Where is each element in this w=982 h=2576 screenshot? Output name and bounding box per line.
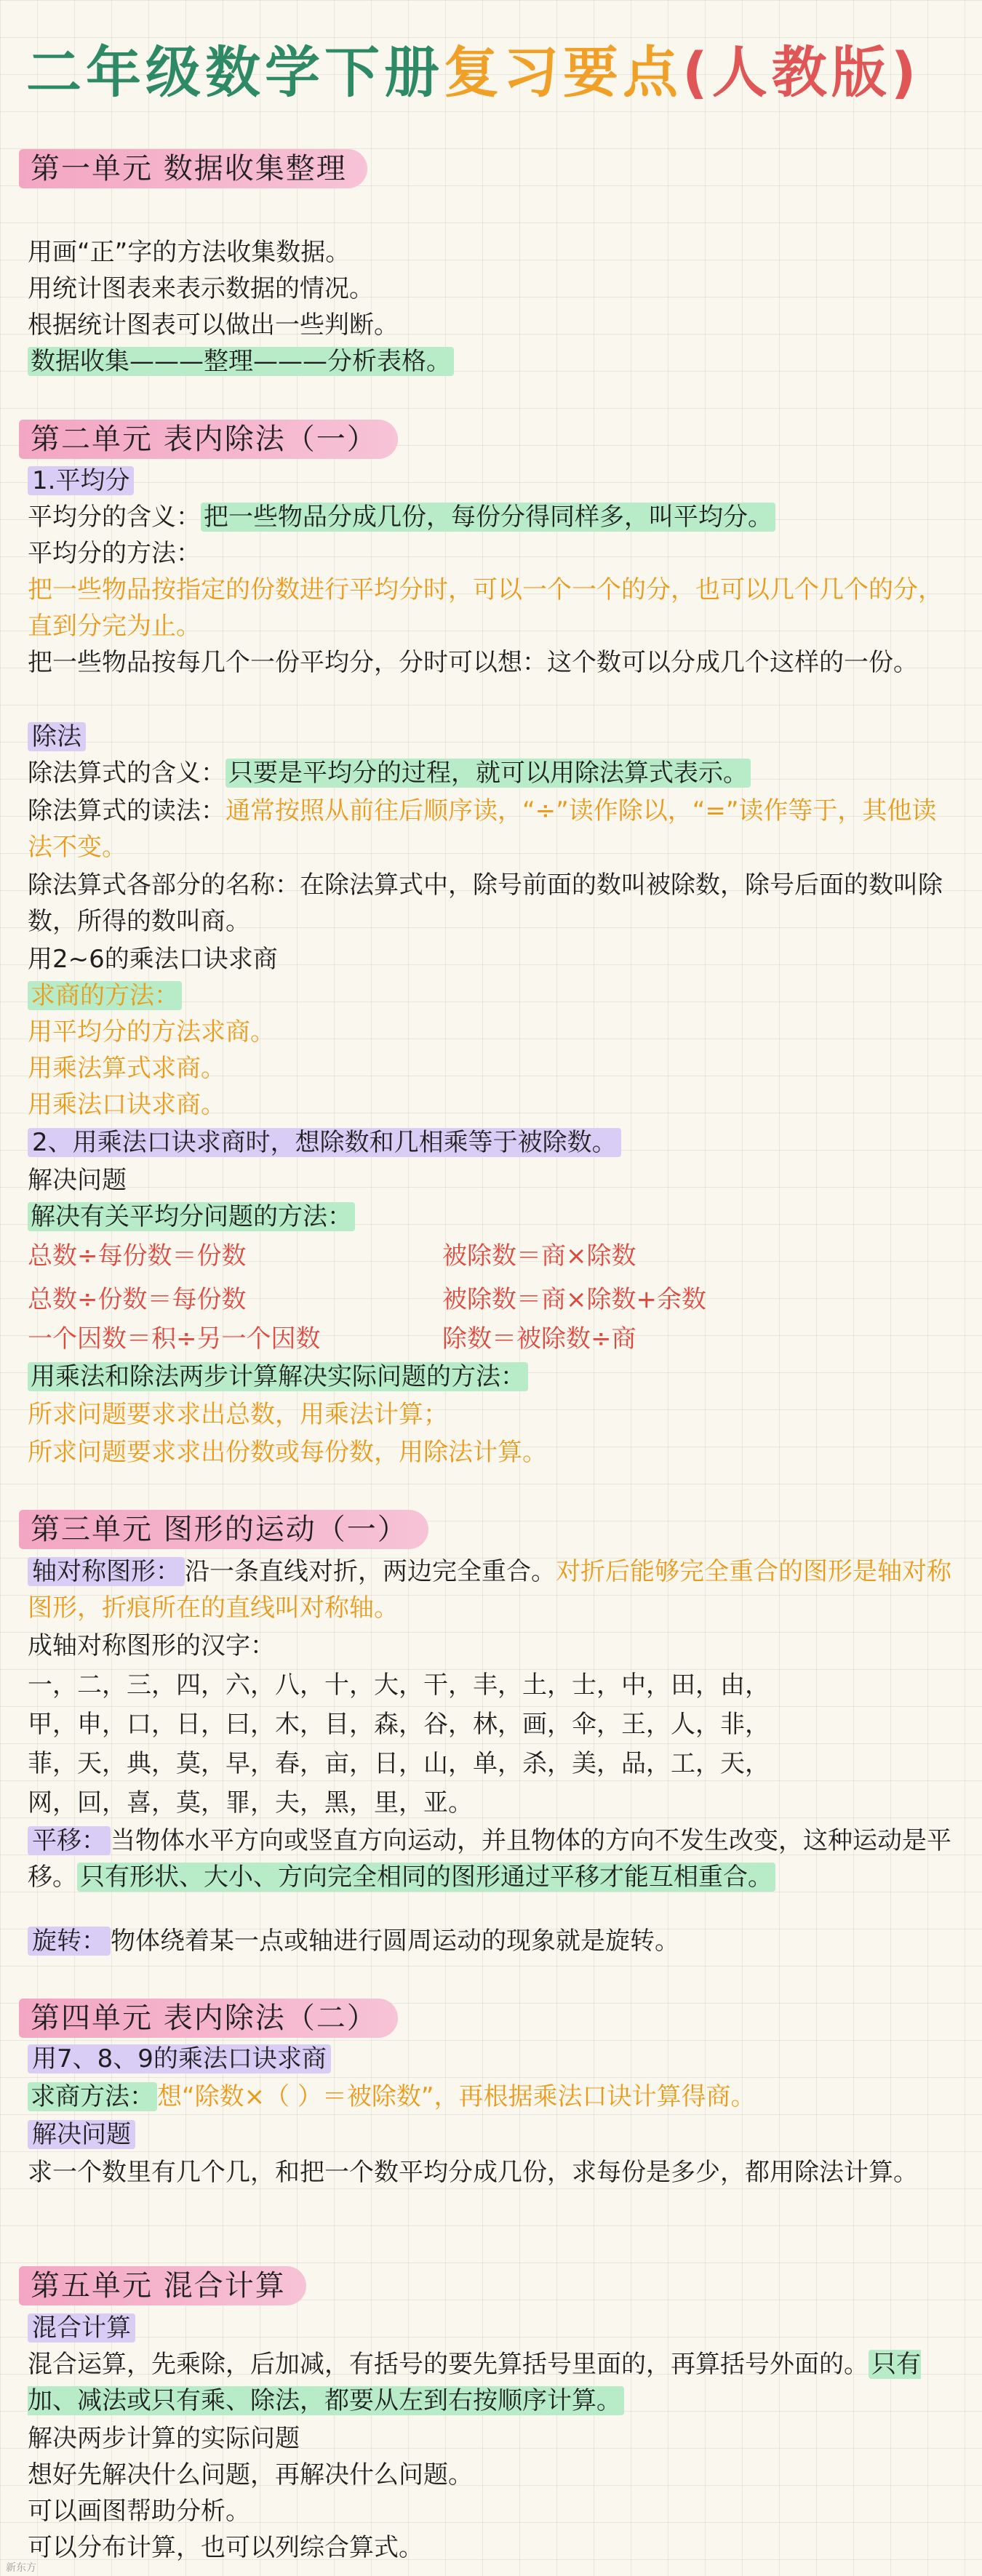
unit2-quotient-label: 求商的方法： [28,977,951,1014]
unit4-method: 求商方法： 想“除数×（ ）＝被除数”，再根据乘法口诀计算得商。 [28,2079,951,2115]
unit2-heading: 第二单元 表内除法（一） [19,420,398,459]
unit4-sub2: 解决问题 [28,2116,951,2153]
unit2-method-label: 平均分的方法： [28,539,201,568]
formula-row [28,1321,951,1357]
unit5-line: 想好先解决什么问题，再解决什么问题。 [28,2460,473,2489]
unit2-solve: 解决问题 [28,1166,127,1195]
unit5-heading: 第五单元 混合计算 [19,2266,306,2305]
unit2-method-text2: 把一些物品按每几个一份平均分，分时可以想：这个数可以分成几个这样的一份。 [28,648,918,677]
unit3-chars-label: 成轴对称图形的汉字： [28,1631,275,1660]
unit4-heading: 第四单元 表内除法（二） [19,1999,398,2038]
unit3-heading: 第三单元 图形的运动（一） [19,1510,428,1549]
unit2-quotient-method: 用乘法算式求商。 [28,1054,225,1083]
unit5-sub2: 解决两步计算的实际问题 [28,2424,300,2453]
unit2-point2: 2、用乘法口诀求商时，想除数和几相乘等于被除数。 [28,1124,951,1161]
unit3-rotate: 旋转： 物体绕着某一点或轴进行圆周运动的现象就是旋转。 [28,1923,951,1959]
unit1-line [28,343,951,380]
unit2-div-read: 除法算式的读法：通常按照从前往后顺序读，“÷”读作除以，“=”读作等于，其他读法不变。 [28,796,937,862]
unit3-chars-line: 甲，申，口，日，曰，木，目，森，谷，林，画，伞，王，人，非， [28,1710,770,1739]
unit3-axis: 轴对称图形： 沿一条直线对折，两边完全重合。对折后能够完全重合的图形是轴对称图形，折痕所在的直线叫对称轴。 [28,1557,951,1623]
unit2-two-step-label: 用乘法和除法两步计算解决实际问题的方法： [28,1359,951,1395]
unit2-quotient-method: 用乘法口诀求商。 [28,1090,225,1119]
unit5-text1: 混合运算，先乘除，后加减，有括号的要先算括号里面的，再算括号外面的。 只有加、减法或只有乘、除法，都要从左到右按顺序计算。 [28,2350,921,2415]
formula-left: 总数÷每份数＝份数 [28,1241,247,1271]
unit1-line: 根据统计图表可以做出一些判断。 [28,311,399,340]
unit3-chars-line: 菲，天，典，莫，早，春，亩，日，山，单，杀，美，品，工，天， [28,1749,770,1778]
unit3-chars-line: 一，二，三，四，六，八，十，大，干，丰，土，士，中，田，由， [28,1671,770,1700]
unit2-div-meaning: 除法算式的含义： 只要是平均分的过程，就可以用除法算式表示。 [28,755,951,791]
unit2-div-names: 除法算式各部分的名称：在除法算式中，除号前面的数叫被除数，除号后面的数叫除数，所得的数叫商。 [28,871,943,936]
unit2-div-2to6: 用2~6的乘法口诀求商 [28,945,278,974]
formula-right: 除数＝被除数÷商 [442,1324,636,1353]
unit5-line: 可以画图帮助分析。 [28,2497,250,2526]
formula-row [28,1281,951,1318]
unit2-two-step-line: 所求问题要求求出总数，用乘法计算； [28,1400,448,1429]
footer-mark: 新东方 [6,2562,36,2574]
page-title [26,42,965,103]
formula-row [28,1238,951,1274]
unit2-solve-label: 解决有关平均分问题的方法： [28,1199,951,1235]
unit1-line: 用画“正”字的方法收集数据。 [28,238,351,267]
unit1-heading: 第一单元 数据收集整理 [19,149,367,188]
unit2-quotient-method: 用平均分的方法求商。 [28,1017,275,1047]
unit1-line: 用统计图表来表示数据的情况。 [28,274,374,303]
unit2-sub-average: 1.平均分 [28,463,951,499]
formula-left: 总数÷份数＝每份数 [28,1285,247,1314]
unit1-flow: 数据收集———整理———分析表格。 [28,347,454,376]
unit2-method-text: 把一些物品按指定的份数进行平均分时，可以一个一个的分，也可以几个几个的分，直到分完为止。 [28,575,943,641]
formula-right: 被除数＝商×除数+余数 [442,1285,706,1314]
title-edition: (人教版) [682,40,921,105]
title-grade: 二年级数学下册 [26,40,444,105]
unit4-sub1: 用7、8、9的乘法口诀求商 [28,2041,951,2077]
unit3-chars-line: 网，回，喜，莫，罪，夫，黑，里，亚。 [28,1788,473,1817]
title-review: 复习要点 [444,40,682,105]
unit5-sub1: 混合计算 [28,2310,951,2346]
unit2-sub-division: 除法 [28,719,951,755]
unit2-meaning: 平均分的含义： 把一些物品分成几份，每份分得同样多，叫平均分。 [28,499,951,535]
unit3-translate: 平移： 当物体水平方向或竖直方向运动，并且物体的方向不发生改变，这种运动是平移。 只有形状、大小、方向完全相同的图形通过平移才能互相重合。 [28,1826,951,1892]
formula-left: 一个因数＝积÷另一个因数 [28,1324,321,1353]
unit2-two-step-line: 所求问题要求求出份数或每份数，用除法计算。 [28,1438,547,1467]
unit4-text: 求一个数里有几个几，和把一个数平均分成几份，求每份是多少，都用除法计算。 [28,2158,918,2187]
unit5-line: 可以分布计算，也可以列综合算式。 [28,2533,423,2562]
formula-right: 被除数＝商×除数 [442,1241,636,1271]
